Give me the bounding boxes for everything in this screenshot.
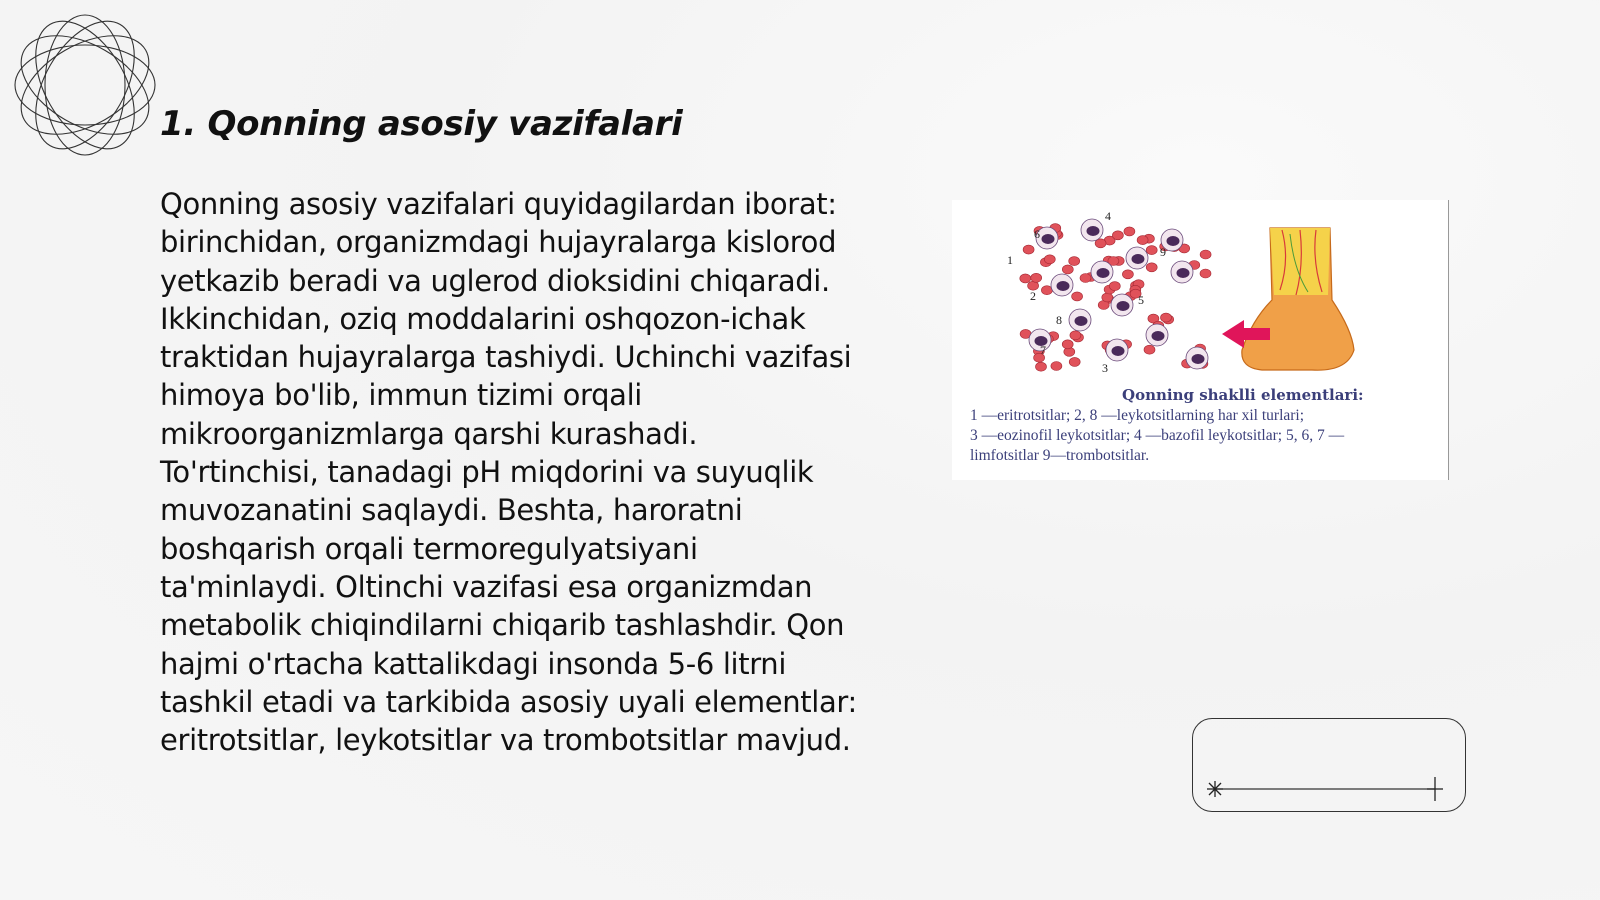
erythrocyte-cell — [1051, 362, 1062, 371]
erythrocyte-cell — [1080, 274, 1091, 283]
decorative-line-box — [1192, 718, 1466, 812]
erythrocyte-cell — [1069, 257, 1080, 266]
leukocyte-nucleus — [1177, 268, 1190, 278]
erythrocyte-cell — [1031, 273, 1042, 282]
figure-number-label: 7 — [1040, 343, 1046, 357]
leukocyte-nucleus — [1087, 226, 1100, 236]
erythrocyte-cell — [1112, 231, 1123, 240]
erythrocyte-cell — [1144, 345, 1155, 354]
leukocyte-nucleus — [1152, 331, 1165, 341]
decorative-rosette-icon — [10, 10, 160, 160]
figure-number-label: 3 — [1102, 361, 1108, 375]
erythrocyte-cell — [1020, 274, 1031, 283]
leukocyte-nucleus — [1042, 234, 1055, 244]
star-end-icon — [1427, 777, 1443, 801]
figure-number-label: 9 — [1160, 245, 1166, 259]
erythrocyte-cell — [1023, 245, 1034, 254]
erythrocyte-cell — [1072, 292, 1083, 301]
caption-line: 3 —eozinofil leykotsitlar; 4 —bazofil leykotsitlar; 5, 6, 7 — — [970, 427, 1345, 444]
figure-number-label: 1 — [1007, 253, 1013, 267]
figure-caption — [970, 406, 1440, 466]
slide-body-text: Qonning asosiy vazifalari quyidagilardan iborat: birinchidan, organizmdagi hujayralarga kislorod yetkazib beradi va uglerod dioksidini chiqaradi. Ikkinchidan, oziq moddalarini oshqozon-ichak traktidan hujayralarga tashiydi. Uchinchi vazifasi himoya bo'lib, immun tizimi orqali mikroorganizmlarga qarshi kurashadi. To'rtinchisi, tanadagi pH miqdorini va suyuqlik muvozanatini saqlaydi. Beshta, haroratni boshqarish orqali termoregulyatsiyani ta'minlaydi. Oltinchi vazifasi esa organizmdan metabolik chiqindilarni chiqarib tashlashdir. Qon hajmi o'rtacha kattalikdagi insonda 5-6 litrni tashkil etadi va tarkibida asosiy uyali elementlar: eritrotsitlar, leykotsitlar va trombotsitlar mavjud. — [160, 187, 857, 758]
erythrocyte-cell — [1070, 331, 1081, 340]
caption-line: limfotsitlar 9—trombotsitlar. — [970, 447, 1150, 464]
figure-number-label: 4 — [1105, 209, 1111, 223]
leukocyte-nucleus — [1117, 301, 1130, 311]
erythrocyte-cell — [1137, 236, 1148, 245]
erythrocyte-cell — [1062, 340, 1073, 349]
erythrocyte-cell — [1036, 362, 1047, 371]
erythrocyte-cell — [1161, 313, 1172, 322]
erythrocyte-cell — [1124, 227, 1135, 236]
leukocyte-nucleus — [1057, 281, 1070, 291]
blood-cells-figure — [952, 200, 1449, 480]
figure-number-label: 8 — [1056, 313, 1062, 327]
sparkle-icon — [1207, 781, 1223, 797]
caption-line: 1 —eritrotsitlar; 2, 8 —leykotsitlarning har xil turlari; — [970, 407, 1305, 424]
figure-number-label: 2 — [1030, 289, 1036, 303]
blood-cells-illustration — [952, 200, 1448, 390]
leukocyte-nucleus — [1112, 346, 1125, 356]
erythrocyte-cell — [1146, 263, 1157, 272]
leukocyte-nucleus — [1132, 254, 1145, 264]
erythrocyte-cell — [1062, 265, 1073, 274]
leukocyte-nucleus — [1167, 236, 1180, 246]
leukocyte-nucleus — [1097, 268, 1110, 278]
erythrocyte-cell — [1200, 250, 1211, 259]
erythrocyte-cell — [1041, 286, 1052, 295]
erythrocyte-cell — [1122, 270, 1133, 279]
figure-caption-title: Qonning shaklli elementlari: — [1122, 386, 1364, 404]
erythrocyte-cell — [1146, 246, 1157, 255]
erythrocyte-cell — [1044, 255, 1055, 264]
leukocyte-nucleus — [1075, 316, 1088, 326]
leukocyte-nucleus — [1192, 354, 1205, 364]
figure-number-label: 5 — [1138, 293, 1144, 307]
erythrocyte-cell — [1069, 357, 1080, 366]
erythrocyte-cell — [1102, 293, 1113, 302]
erythrocyte-cell — [1109, 282, 1120, 291]
slide-title: 1. Qonning asosiy vazifalari — [160, 104, 683, 144]
erythrocyte-cell — [1200, 269, 1211, 278]
figure-number-label: 6 — [1034, 227, 1040, 241]
